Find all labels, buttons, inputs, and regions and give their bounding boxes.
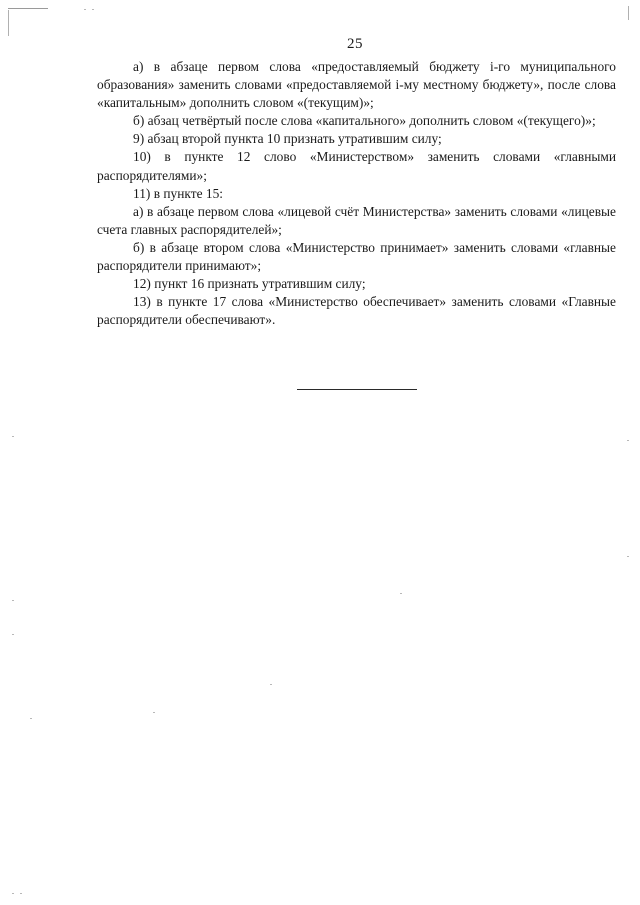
paragraph: а) в абзаце первом слова «лицевой счёт Министерства» заменить словами «лицевые счета главных распорядителей»; [97, 203, 616, 237]
scan-artifact-line [8, 8, 48, 9]
scan-artifact-dot [400, 593, 402, 594]
scan-artifact-dot [12, 634, 14, 635]
paragraph: 13) в пункте 17 слова «Министерство обеспечивает» заменить словами «Главные распорядители обеспечивают». [97, 294, 616, 328]
paragraph: 9) абзац второй пункта 10 признать утратившим силу; [133, 131, 442, 147]
paragraph: б) в абзаце втором слова «Министерство принимает» заменить словами «главные распорядители принимают»; [97, 239, 616, 274]
paragraph: 10) в пункте 12 слово «Министерством» заменить словами «главными распорядителями»; [97, 149, 616, 183]
scan-artifact-dot [12, 893, 14, 894]
scan-artifact-dot [12, 600, 14, 601]
paragraph: 11) в пункте 15: [133, 185, 223, 201]
document-body [97, 58, 616, 329]
scan-artifact-dot [20, 893, 22, 894]
scan-artifact-dot [92, 9, 94, 10]
scan-artifact-dot [270, 684, 272, 685]
scan-artifact-dot [84, 9, 86, 10]
scan-artifact-dot [153, 712, 155, 713]
scan-artifact-tick [628, 6, 629, 20]
paragraph: 12) пункт 16 признать утратившим силу; [133, 276, 366, 292]
scan-artifact-dot [627, 440, 629, 441]
end-separator-line [297, 389, 417, 390]
scan-artifact-dot [30, 718, 32, 719]
paragraph: а) в абзаце первом слова «предоставляемый бюджету i-го муниципального образования» заменить словами «предоставляемой i-му местному бюджету», после слова «капитальным» дополнить словом «(текущим)»; [97, 59, 616, 111]
page-number: 25 [347, 36, 363, 52]
scan-artifact-dot [627, 556, 629, 557]
scan-artifact-dot [12, 436, 14, 437]
paragraph: б) абзац четвёртый после слова «капитального» дополнить словом «(текущего)»; [133, 113, 596, 129]
scan-artifact-tick [8, 10, 9, 36]
